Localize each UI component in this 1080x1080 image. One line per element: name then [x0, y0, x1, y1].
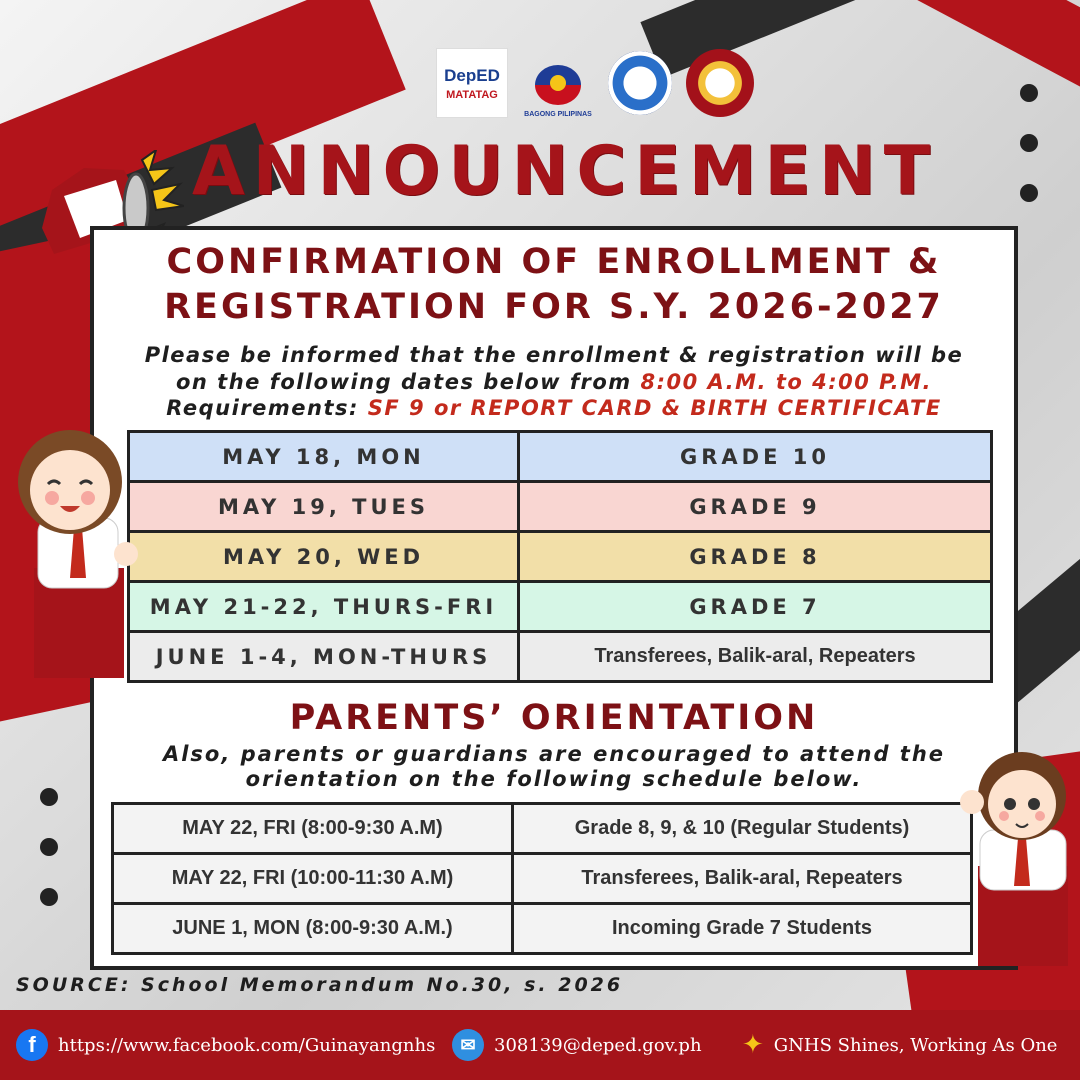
sparkle-icon: ✦	[742, 1030, 764, 1060]
table-row	[129, 482, 992, 532]
mail-icon: ✉	[452, 1029, 484, 1061]
announcement-card	[90, 226, 1018, 970]
enrollment-heading-line: CONFIRMATION OF ENROLLMENT &	[166, 242, 942, 282]
enrollment-heading-line: REGISTRATION FOR S.Y. 2026-2027	[164, 287, 944, 327]
orientation-schedule-table	[111, 802, 973, 955]
schedule-date: MAY 19, TUES	[129, 482, 519, 532]
bagong-pilipinas-text: BAGONG PILIPINAS	[524, 111, 592, 118]
info-line: Also, parents or guardians are encouraged to attend the	[162, 742, 946, 766]
footer-bar	[0, 1010, 1080, 1080]
source-note: SOURCE: School Memorandum No.30, s. 2026	[16, 974, 624, 996]
requirements	[94, 396, 1014, 420]
info-line: Please be informed that the enrollment & registration will be	[144, 343, 964, 367]
orientation-time: MAY 22, FRI (8:00-9:30 A.M)	[113, 804, 513, 854]
orientation-group: Incoming Grade 7 Students	[513, 904, 972, 954]
schedule-date: MAY 21-22, THURS-FRI	[129, 582, 519, 632]
orientation-group: Grade 8, 9, & 10 (Regular Students)	[513, 804, 972, 854]
requirements-label: Requirements:	[166, 396, 368, 420]
rizal-seal-logo	[608, 51, 672, 115]
office-hours: 8:00 A.M. to 4:00 P.M.	[640, 370, 933, 394]
schedule-date: JUNE 1-4, MON-THURS	[129, 632, 519, 682]
facebook-icon: f	[16, 1029, 48, 1061]
schedule-date: MAY 20, WED	[129, 532, 519, 582]
orientation-info	[94, 742, 1014, 792]
deped-logo	[436, 48, 508, 118]
page-title: ANNOUNCEMENT	[192, 132, 939, 211]
bagong-pilipinas-logo	[522, 48, 594, 118]
decor-dots	[1020, 84, 1038, 202]
table-row	[129, 632, 992, 682]
matatag-logo-text: MATATAG	[446, 88, 498, 101]
table-row	[129, 532, 992, 582]
footer-tagline	[742, 1030, 1057, 1060]
table-row	[113, 904, 972, 954]
orientation-time: MAY 22, FRI (10:00-11:30 A.M)	[113, 854, 513, 904]
footer-email	[452, 1029, 742, 1061]
logo-row	[436, 48, 754, 118]
info-line	[94, 369, 1014, 396]
boy-student-illustration	[958, 746, 1080, 966]
facebook-link[interactable]: https://www.facebook.com/Guinayangnhs	[58, 1034, 436, 1056]
schedule-date: MAY 18, MON	[129, 432, 519, 482]
info-line: orientation on the following schedule below.	[245, 767, 863, 791]
bagong-pilipinas-emblem	[535, 65, 581, 105]
orientation-group: Transferees, Balik-aral, Repeaters	[513, 854, 972, 904]
table-row	[129, 432, 992, 482]
girl-student-illustration	[4, 418, 154, 678]
enrollment-info	[94, 342, 1014, 396]
deped-logo-text: DepED	[444, 65, 500, 85]
email-link[interactable]: 308139@deped.gov.ph	[494, 1034, 702, 1056]
schedule-grade: Transferees, Balik-aral, Repeaters	[519, 632, 992, 682]
schedule-grade: GRADE 7	[519, 582, 992, 632]
schedule-grade: GRADE 8	[519, 532, 992, 582]
orientation-time: JUNE 1, MON (8:00-9:30 A.M.)	[113, 904, 513, 954]
requirements-value: SF 9 or REPORT CARD & BIRTH CERTIFICATE	[367, 396, 942, 420]
tagline-text: GNHS Shines, Working As One	[773, 1034, 1058, 1056]
table-row	[113, 804, 972, 854]
table-row	[113, 854, 972, 904]
footer-facebook	[16, 1029, 452, 1061]
school-seal-logo	[686, 49, 754, 117]
info-text: on the following dates below from	[175, 370, 641, 394]
orientation-heading: PARENTS’ ORIENTATION	[289, 698, 819, 738]
enrollment-heading	[94, 240, 1014, 330]
decor-dots	[40, 788, 58, 906]
enrollment-schedule-table	[127, 430, 993, 683]
table-row	[129, 582, 992, 632]
schedule-grade: GRADE 9	[519, 482, 992, 532]
schedule-grade: GRADE 10	[519, 432, 992, 482]
